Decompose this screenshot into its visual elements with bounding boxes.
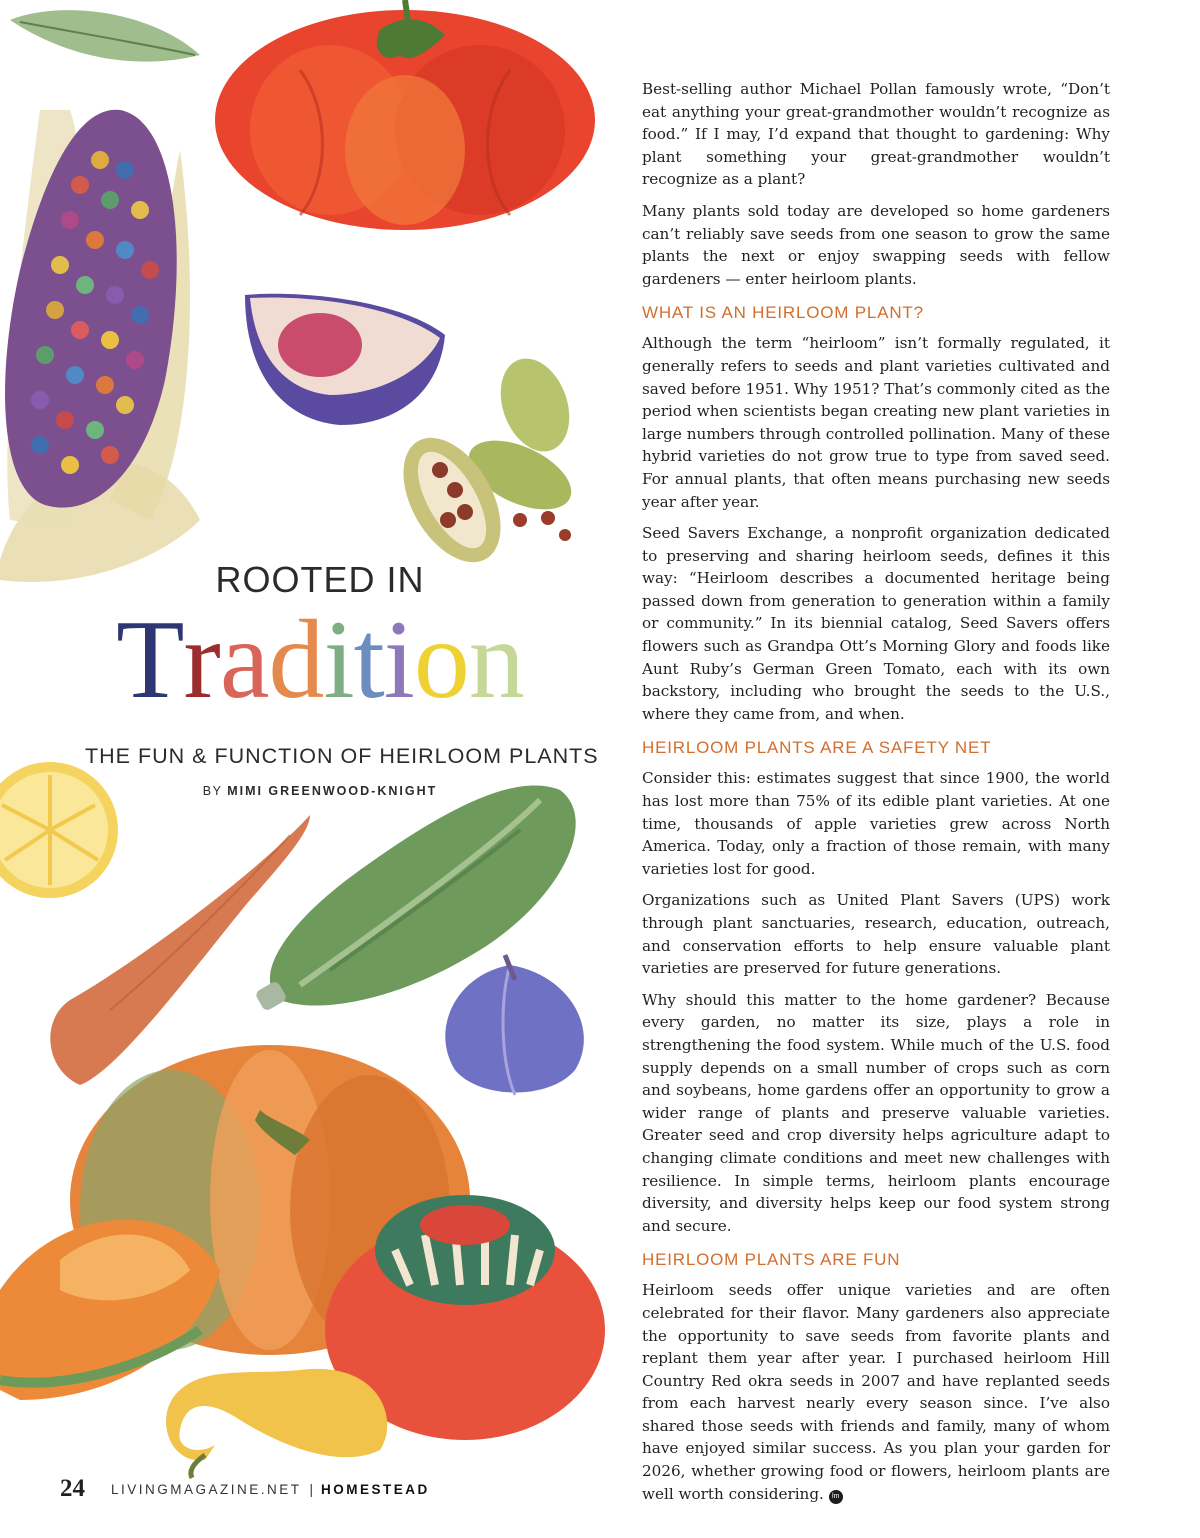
section3-paragraph-text: Heirloom seeds offer unique varieties and are often celebrated for their flavor. Many gardeners also appreciate the opportunity to save seeds from favorite plants and replant them year after year. I purchased heirloom Hill Country Red okra seeds in 2007 and have replanted seeds from each harvest nearly every season since. I’ve also shared those seeds with friends and family, many of whom have enjoyed similar success. As you plan your garden for 2026, whether growing food or flowers, heirloom plants are well worth considering. [642,1281,1110,1503]
headline-letter: o [413,598,469,722]
headline-letter: i [323,598,354,722]
intro-paragraph-2: Many plants sold today are developed so home gardeners can’t reliably save seeds from one season to grow the same plants the next or enjoy swapping seeds with fellow gardeners — enter heirloom plants. [642,201,1110,288]
section-heading-fun: HEIRLOOM PLANTS ARE FUN [642,1250,901,1270]
leaf-illustration [10,10,200,61]
headline-letter: n [468,598,524,722]
footer-separator: | [309,1481,314,1497]
subtitle: THE FUN & FUNCTION OF HEIRLOOM PLANTS [85,744,599,768]
page-footer [60,1474,430,1504]
section1-paragraph-1: Although the term “heirloom” isn’t formally regulated, it generally refers to seeds and plant varieties cultivated and saved before 1951. Why 1951? That’s commonly cited as the period when scientists began creating new plant varieties in large numbers through controlled pollination. Many of these hybrid varieties do not grow true to type from saved seed. For annual plants, that often means purchasing new seeds year after year. [642,334,1110,511]
section-heading-what-is: WHAT IS AN HEIRLOOM PLANT? [642,303,924,323]
article-body [642,78,1110,1514]
headline-letter: a [219,598,269,722]
headline-letter: i [383,598,414,722]
section3-paragraph-1 [642,1279,1110,1505]
headline-letter: d [268,598,324,722]
page-number: 24 [60,1475,85,1502]
byline-prefix: BY [202,784,223,798]
footer-website: LIVINGMAGAZINE.NET [111,1481,302,1497]
title-headline [95,598,545,724]
title-kicker: ROOTED IN [215,559,425,600]
crookneck-squash-illustration [166,1369,387,1478]
tomato-illustration [215,0,595,230]
squash-wedge-illustration [0,1220,220,1400]
byline [95,784,545,798]
title-block [85,559,599,798]
end-mark-icon: lm [829,1490,843,1504]
corn-illustration [0,110,200,582]
footer-section: HOMESTEAD [321,1481,430,1497]
section2-paragraph-3: Why should this matter to the home gardener? Because every garden, no matter its size, plays a role in strengthening the food system. While much of the U.S. food supply depends on a small number of crops such as corn and soybeans, home gardens offer an opportunity to grow a wider range of plants and preserve valuable varieties. Greater seed and crop diversity helps agriculture adapt to changing climate conditions and meet new challenges with resilience. In simple terms, heirloom plants encourage diversity, and diversity helps keep our food system strong and secure. [642,990,1110,1235]
section-heading-safety-net: HEIRLOOM PLANTS ARE A SAFETY NET [642,738,992,758]
onion-illustration [445,955,584,1095]
section2-paragraph-1: Consider this: estimates suggest that since 1900, the world has lost more than 75% of its edible plant varieties. At one time, thousands of apple varieties grew across North America. Today, only a fraction of those remain, with many varieties lost for good. [642,769,1110,878]
headline-letter: r [183,598,220,722]
section1-paragraph-2: Seed Savers Exchange, a nonprofit organization dedicated to preserving and sharing heirloom seeds, defines it this way: “Heirloom describes a documented heritage being passed down from generation to generation within a family or community.” In its biennial catalog, Seed Savers offers flowers such as Grandpa Ott’s Morning Glory and foods like Aunt Ruby’s German Green Tomato, each with its own backstory, including who brought the seeds to the U.S., where they came from, and when. [642,524,1110,723]
intro-paragraph-1: Best-selling author Michael Pollan famously wrote, “Don’t eat anything your great-grandmother wouldn’t recognize as food.” If I may, I’d expand that thought to gardening: Why plant something your great-grandmother wouldn’t recognize as a plant? [642,80,1110,189]
byline-author: MIMI GREENWOOD-KNIGHT [227,784,438,798]
section2-paragraph-2: Organizations such as United Plant Savers (UPS) work through plant sanctuaries, research, education, outreach, and conservation efforts to help ensure valuable plant varieties are preserved for future generations. [642,891,1110,978]
headline-letter: T [116,598,184,722]
fig-illustration [245,294,445,425]
headline-letter: t [353,598,384,722]
